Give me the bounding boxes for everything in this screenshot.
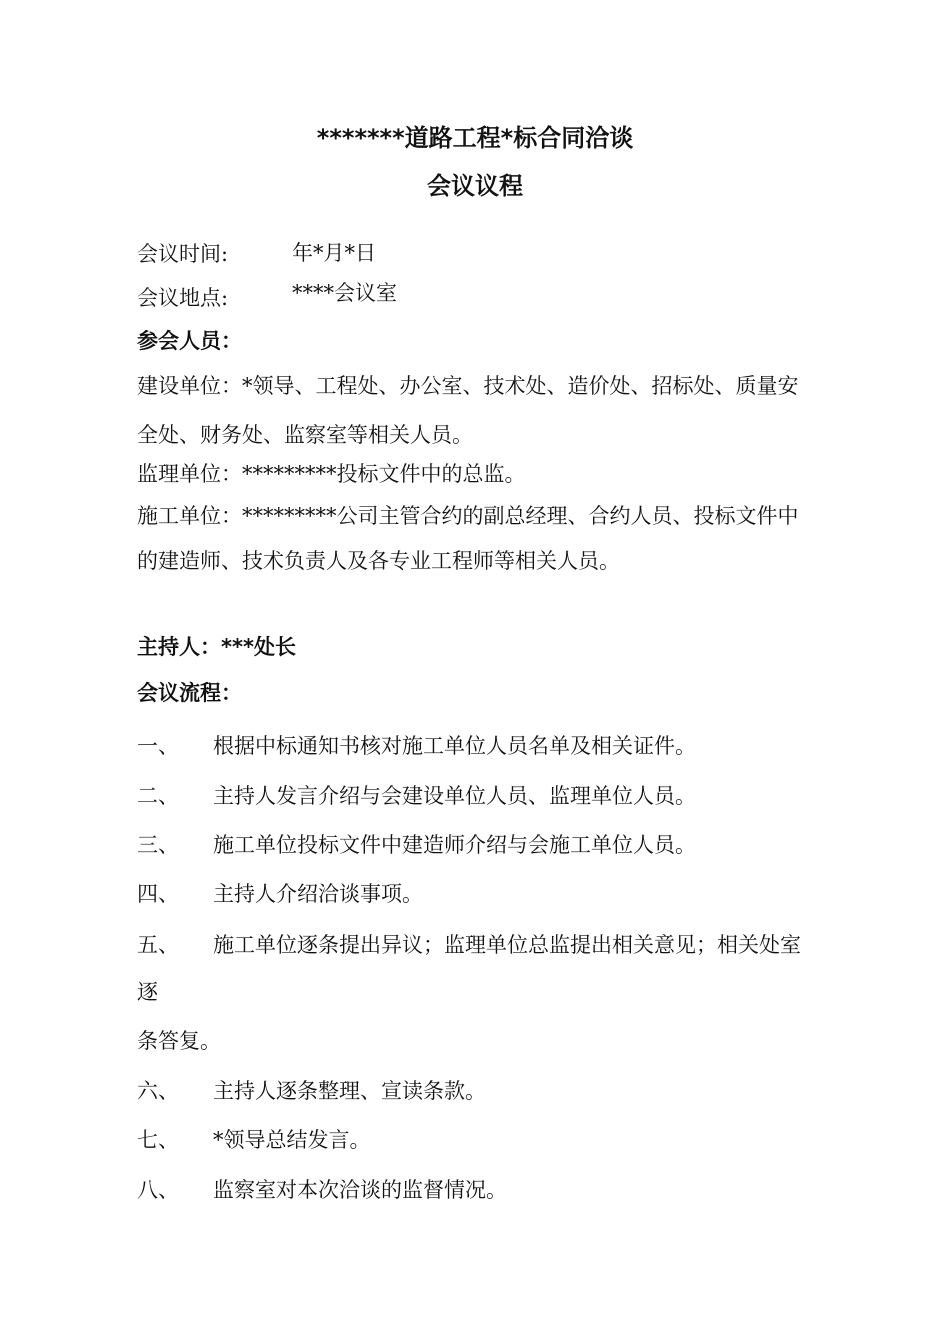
step-number: 四、: [137, 882, 179, 906]
meeting-place-label: 会议地点:: [137, 286, 229, 310]
step-number: 七、: [137, 1128, 179, 1152]
step-number: 二、: [137, 784, 179, 808]
step-text: *领导总结发言。: [213, 1128, 371, 1152]
step-text: 施工单位逐条提出异议；监理单位总监提出相关意见；相关处室: [213, 933, 801, 957]
document-title: *******道路工程*标合同洽谈: [316, 124, 634, 152]
construction-unit-line1: 建设单位：*领导、工程处、办公室、技术处、造价处、招标处、质量安: [137, 374, 799, 398]
step-text-continuation: 逐: [137, 980, 158, 1004]
step-text: 主持人介绍洽谈事项。: [213, 882, 423, 906]
step-text: 主持人发言介绍与会建设单位人员、监理单位人员。: [213, 784, 696, 808]
contractor-unit-line1: 施工单位：*********公司主管合约的副总经理、合约人员、投标文件中: [137, 504, 799, 528]
contractor-unit-line2: 的建造师、技术负责人及各专业工程师等相关人员。: [137, 549, 620, 573]
step-number: 一、: [137, 734, 179, 758]
step-text: 主持人逐条整理、宣读条款。: [213, 1079, 486, 1103]
step-text: 根据中标通知书核对施工单位人员名单及相关证件。: [213, 734, 696, 758]
meeting-time-value: 年*月*日: [292, 241, 376, 265]
step-number: 三、: [137, 833, 179, 857]
step-number: 八、: [137, 1178, 179, 1202]
meeting-time-label: 会议时间:: [137, 242, 229, 266]
attendees-heading: 参会人员：: [137, 329, 242, 353]
step-text-continuation: 条答复。: [137, 1029, 221, 1053]
meeting-place-value: ****会议室: [292, 281, 397, 305]
document-subtitle: 会议议程: [427, 172, 523, 200]
step-number: 六、: [137, 1079, 179, 1103]
construction-unit-line2: 全处、财务处、监察室等相关人员。: [137, 423, 473, 447]
step-number: 五、: [137, 933, 179, 957]
host-line: 主持人：***处长: [137, 635, 296, 659]
supervision-unit: 监理单位：*********投标文件中的总监。: [137, 462, 526, 486]
process-heading: 会议流程：: [137, 681, 242, 705]
step-text: 施工单位投标文件中建造师介绍与会施工单位人员。: [213, 833, 696, 857]
step-text: 监察室对本次洽谈的监督情况。: [213, 1178, 507, 1202]
